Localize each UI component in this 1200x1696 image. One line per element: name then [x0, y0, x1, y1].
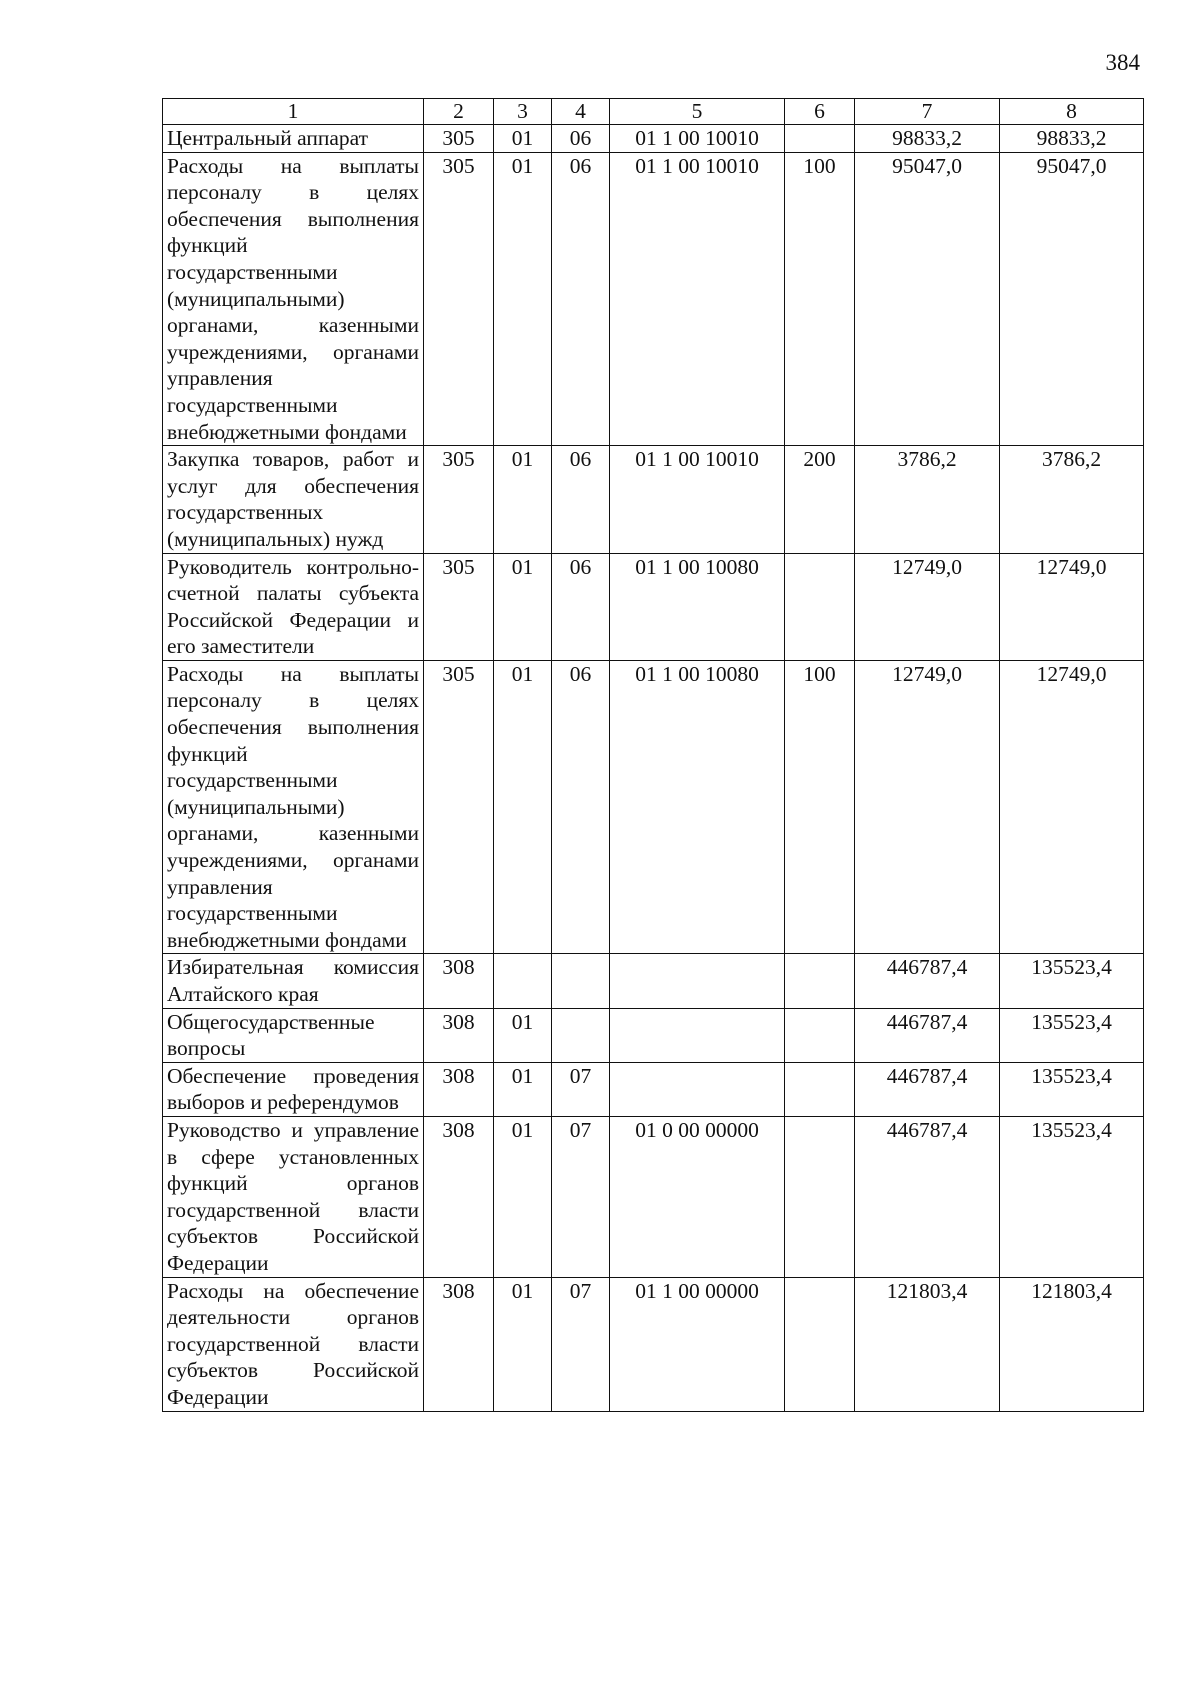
item-name: Расходы на обеспечение деятельности органов государственной власти субъектов Российской Федерации — [163, 1277, 424, 1411]
expense-type-code — [785, 1062, 855, 1116]
expense-type-code: 100 — [785, 152, 855, 446]
target-article-code: 01 1 00 00000 — [610, 1277, 785, 1411]
subsection-code: 07 — [552, 1277, 610, 1411]
header-cell: 6 — [785, 99, 855, 125]
target-article-code — [610, 954, 785, 1008]
subsection-code — [552, 954, 610, 1008]
section-code: 01 — [494, 1062, 552, 1116]
section-code: 01 — [494, 553, 552, 660]
target-article-code: 01 1 00 10080 — [610, 660, 785, 954]
item-name: Руководство и управление в сфере установленных функций органов государственной власти субъектов Российской Федерации — [163, 1116, 424, 1277]
amount-col8: 98833,2 — [1000, 125, 1144, 153]
amount-col7: 121803,4 — [855, 1277, 1000, 1411]
target-article-code: 01 1 00 10010 — [610, 446, 785, 553]
amount-col8: 135523,4 — [1000, 1008, 1144, 1062]
header-cell: 4 — [552, 99, 610, 125]
expense-type-code: 100 — [785, 660, 855, 954]
grbs-code: 305 — [424, 446, 494, 553]
item-name: Расходы на выплаты персоналу в целях обеспечения выполнения функций государственными (муниципальными) органами, казенными учреждениями, органами управления государственными внебюджетными фондами — [163, 660, 424, 954]
expense-type-code — [785, 1008, 855, 1062]
item-name: Центральный аппарат — [163, 125, 424, 153]
target-article-code: 01 1 00 10010 — [610, 152, 785, 446]
table-row — [163, 1116, 1144, 1277]
section-code — [494, 954, 552, 1008]
section-code: 01 — [494, 1116, 552, 1277]
amount-col8: 3786,2 — [1000, 446, 1144, 553]
section-code: 01 — [494, 125, 552, 153]
table-row — [163, 446, 1144, 553]
target-article-code — [610, 1062, 785, 1116]
amount-col8: 12749,0 — [1000, 553, 1144, 660]
subsection-code: 06 — [552, 446, 610, 553]
amount-col8: 12749,0 — [1000, 660, 1144, 954]
amount-col7: 446787,4 — [855, 954, 1000, 1008]
amount-col7: 3786,2 — [855, 446, 1000, 553]
subsection-code: 06 — [552, 553, 610, 660]
item-name: Закупка товаров, работ и услуг для обеспечения государственных (муниципальных) нужд — [163, 446, 424, 553]
amount-col8: 135523,4 — [1000, 1062, 1144, 1116]
expense-type-code — [785, 1277, 855, 1411]
section-code: 01 — [494, 446, 552, 553]
section-code: 01 — [494, 152, 552, 446]
grbs-code: 305 — [424, 553, 494, 660]
expense-type-code: 200 — [785, 446, 855, 553]
section-code: 01 — [494, 660, 552, 954]
amount-col8: 135523,4 — [1000, 1116, 1144, 1277]
amount-col7: 446787,4 — [855, 1008, 1000, 1062]
subsection-code: 07 — [552, 1062, 610, 1116]
subsection-code: 06 — [552, 125, 610, 153]
target-article-code: 01 0 00 00000 — [610, 1116, 785, 1277]
grbs-code: 308 — [424, 1277, 494, 1411]
subsection-code — [552, 1008, 610, 1062]
table-row — [163, 660, 1144, 954]
item-name: Руководитель контрольно-счетной палаты субъекта Российской Федерации и его заместители — [163, 553, 424, 660]
table-row — [163, 1277, 1144, 1411]
table-row — [163, 1008, 1144, 1062]
item-name: Обеспечение проведения выборов и референдумов — [163, 1062, 424, 1116]
budget-table — [162, 98, 1144, 1412]
table-row — [163, 1062, 1144, 1116]
target-article-code: 01 1 00 10080 — [610, 553, 785, 660]
expense-type-code — [785, 1116, 855, 1277]
grbs-code: 308 — [424, 1008, 494, 1062]
amount-col8: 135523,4 — [1000, 954, 1144, 1008]
amount-col7: 446787,4 — [855, 1116, 1000, 1277]
table-row — [163, 954, 1144, 1008]
subsection-code: 06 — [552, 152, 610, 446]
grbs-code: 305 — [424, 125, 494, 153]
item-name: Избирательная комиссия Алтайского края — [163, 954, 424, 1008]
amount-col7: 98833,2 — [855, 125, 1000, 153]
amount-col8: 95047,0 — [1000, 152, 1144, 446]
section-code: 01 — [494, 1277, 552, 1411]
grbs-code: 308 — [424, 1062, 494, 1116]
header-cell: 3 — [494, 99, 552, 125]
grbs-code: 305 — [424, 152, 494, 446]
expense-type-code — [785, 553, 855, 660]
target-article-code — [610, 1008, 785, 1062]
header-cell: 1 — [163, 99, 424, 125]
header-row — [163, 99, 1144, 125]
subsection-code: 06 — [552, 660, 610, 954]
amount-col7: 95047,0 — [855, 152, 1000, 446]
expense-type-code — [785, 954, 855, 1008]
table-row — [163, 553, 1144, 660]
item-name: Расходы на выплаты персоналу в целях обеспечения выполнения функций государственными (муниципальными) органами, казенными учреждениями, органами управления государственными внебюджетными фондами — [163, 152, 424, 446]
amount-col7: 12749,0 — [855, 553, 1000, 660]
item-name: Общегосударственные вопросы — [163, 1008, 424, 1062]
header-cell: 2 — [424, 99, 494, 125]
target-article-code: 01 1 00 10010 — [610, 125, 785, 153]
amount-col7: 446787,4 — [855, 1062, 1000, 1116]
header-cell: 7 — [855, 99, 1000, 125]
grbs-code: 308 — [424, 954, 494, 1008]
grbs-code: 308 — [424, 1116, 494, 1277]
header-cell: 8 — [1000, 99, 1144, 125]
table-row — [163, 125, 1144, 153]
header-cell: 5 — [610, 99, 785, 125]
expense-type-code — [785, 125, 855, 153]
section-code: 01 — [494, 1008, 552, 1062]
amount-col7: 12749,0 — [855, 660, 1000, 954]
amount-col8: 121803,4 — [1000, 1277, 1144, 1411]
subsection-code: 07 — [552, 1116, 610, 1277]
table-row — [163, 152, 1144, 446]
page-number: 384 — [1105, 50, 1140, 75]
grbs-code: 305 — [424, 660, 494, 954]
